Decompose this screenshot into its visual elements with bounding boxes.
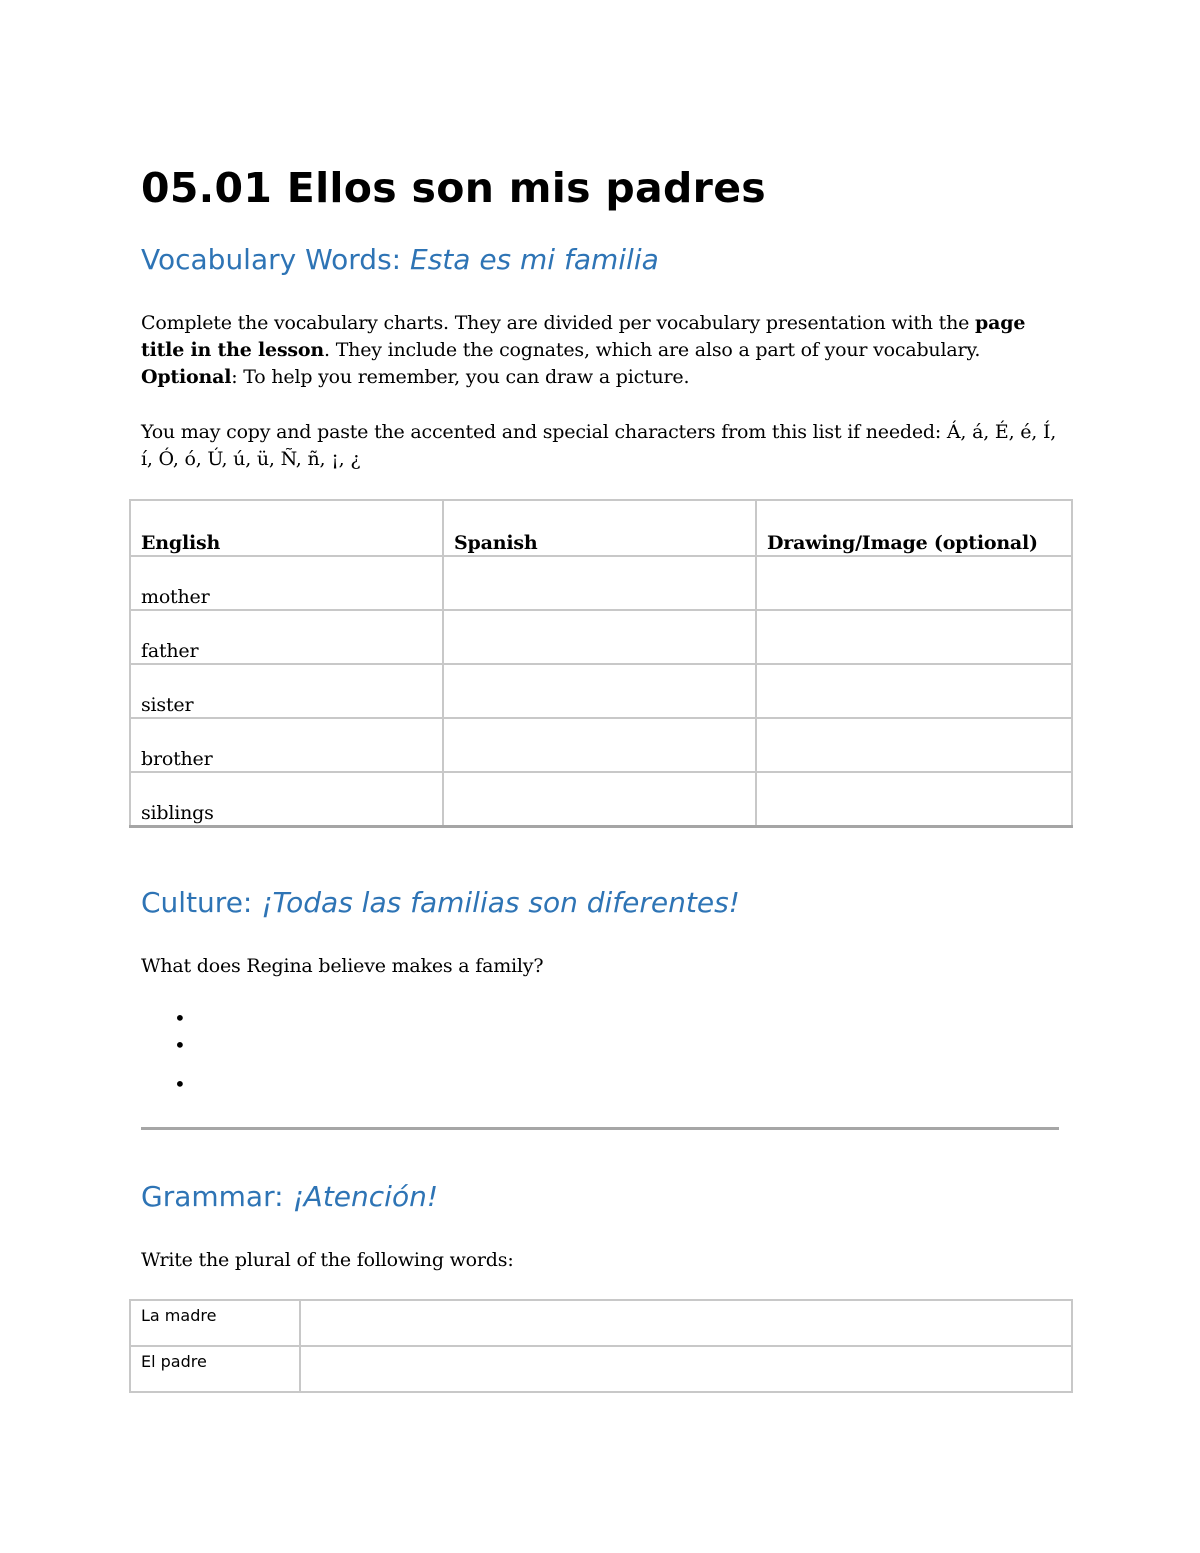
instructions-text-1: Complete the vocabulary charts. They are divided per vocabulary presentation with the <box>141 312 976 334</box>
grammar-instruction: Write the plural of the following words: <box>141 1249 514 1271</box>
table-row <box>130 772 1072 827</box>
spanish-answer-cell[interactable] <box>443 718 756 772</box>
spanish-answer-cell[interactable] <box>443 664 756 718</box>
instructions-bold-optional: Optional <box>141 366 232 388</box>
header-spanish: Spanish <box>443 500 756 556</box>
grammar-heading <box>141 1177 438 1217</box>
vocabulary-heading-italic: Esta es mi familia <box>410 243 659 276</box>
culture-heading-prefix: Culture: <box>141 886 262 919</box>
section-divider <box>141 1127 1059 1130</box>
grammar-heading-prefix: Grammar: <box>141 1180 293 1213</box>
accent-characters-line: You may copy and paste the accented and special characters from this list if needed: Á, á, É, é, Í, í, Ó, ó, Ú, ú, ü, Ñ, ñ, ¡, ¿ <box>141 421 1057 470</box>
grammar-heading-italic: ¡Atención! <box>292 1180 439 1213</box>
page-title: 05.01 Ellos son mis padres <box>141 164 767 212</box>
vocabulary-heading <box>141 240 659 280</box>
spanish-answer-cell[interactable] <box>443 610 756 664</box>
drawing-cell[interactable] <box>756 556 1072 610</box>
instructions-text-2: . They include the cognates, which are also a part of your vocabulary. <box>324 339 981 361</box>
header-drawing: Drawing/Image (optional) <box>756 500 1072 556</box>
culture-question: What does Regina believe makes a family? <box>141 955 544 977</box>
english-word-cell: sister <box>130 664 443 718</box>
culture-heading <box>141 883 740 923</box>
plural-table <box>129 1299 1073 1393</box>
spanish-answer-cell[interactable] <box>443 772 756 827</box>
bullet-item[interactable]: • <box>174 1006 186 1030</box>
english-word-cell: brother <box>130 718 443 772</box>
table-row <box>130 610 1072 664</box>
instructions-text-3: : To help you remember, you can draw a picture. <box>231 366 690 388</box>
table-row <box>130 718 1072 772</box>
vocabulary-heading-prefix: Vocabulary Words: <box>141 243 410 276</box>
instructions-bold-page-title: page title in the lesson <box>141 312 1026 361</box>
drawing-cell[interactable] <box>756 610 1072 664</box>
vocabulary-table-header-row <box>130 500 1072 556</box>
english-word-cell: mother <box>130 556 443 610</box>
plural-answer-cell[interactable] <box>300 1346 1072 1392</box>
table-row <box>130 1346 1072 1392</box>
culture-heading-italic: ¡Todas las familias son diferentes! <box>261 886 740 919</box>
spanish-answer-cell[interactable] <box>443 556 756 610</box>
singular-word-cell: El padre <box>130 1346 300 1392</box>
table-row <box>130 664 1072 718</box>
drawing-cell[interactable] <box>756 664 1072 718</box>
table-row <box>130 1300 1072 1346</box>
english-word-cell: father <box>130 610 443 664</box>
drawing-cell[interactable] <box>756 772 1072 827</box>
table-row <box>130 556 1072 610</box>
bullet-item[interactable]: • <box>174 1072 186 1096</box>
plural-answer-cell[interactable] <box>300 1300 1072 1346</box>
bullet-item[interactable]: • <box>174 1033 186 1057</box>
english-word-cell: siblings <box>130 772 443 827</box>
vocabulary-table <box>129 499 1073 828</box>
vocabulary-instructions <box>141 310 1066 391</box>
drawing-cell[interactable] <box>756 718 1072 772</box>
singular-word-cell: La madre <box>130 1300 300 1346</box>
header-english: English <box>130 500 443 556</box>
